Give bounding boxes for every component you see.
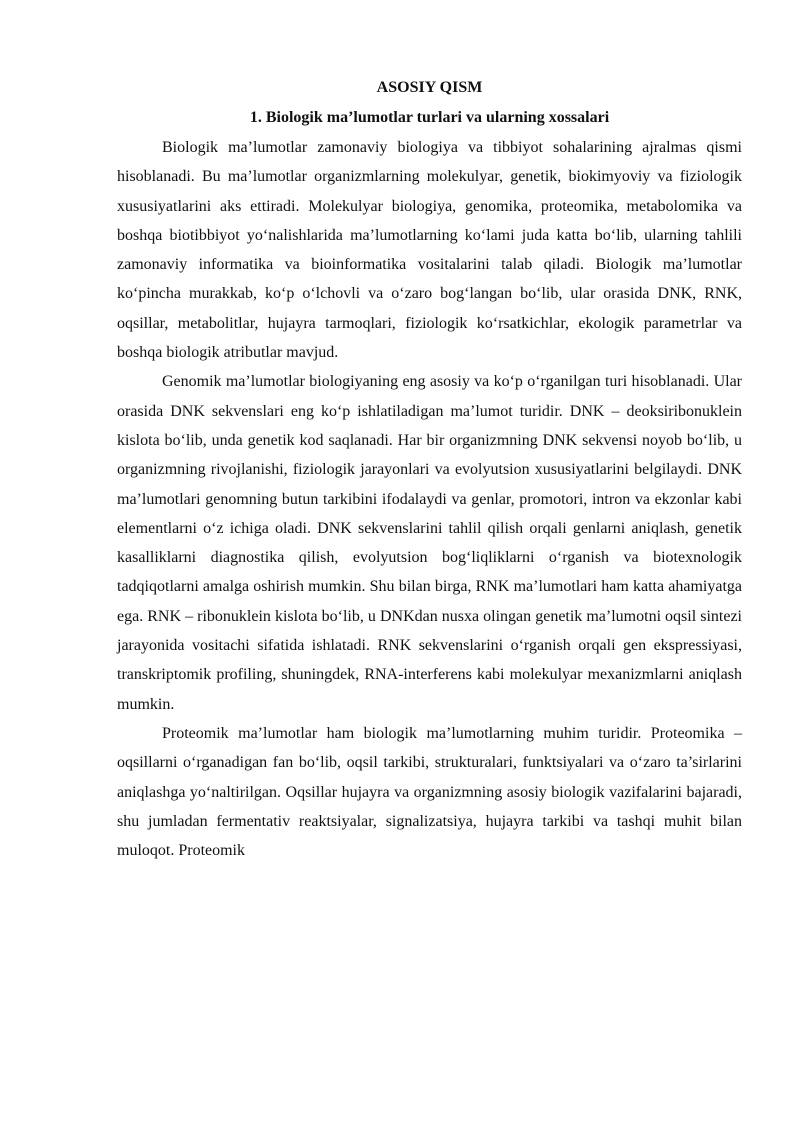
section-title: ASOSIY QISM xyxy=(376,79,483,96)
paragraph-3: Proteomik ma’lumotlar ham biologik ma’lumotlarning muhim turidir. Proteomika – oqsillarni o‘rganadigan fan bo‘lib, oqsil tarkibi, strukturalari, funktsiyalari va o‘zaro ta’sirlarini aniqlashga yo‘naltirilgan. Oqsillar hujayra va organizmning asosiy biologik vazifalarini bajaradi, shu jumladan fermentativ reaktsiyalar, signalizatsiya, hujayra tarkibi va tashqi muhit bilan muloqot. Proteomik xyxy=(117,724,742,860)
subsection-title: 1. Biologik ma’lumotlar turlari va ularning xossalari xyxy=(249,109,610,126)
paragraph-2: Genomik ma’lumotlar biologiyaning eng asosiy va ko‘p o‘rganilgan turi hisoblanadi. Ular orasida DNK sekvenslari eng ko‘p ishlatiladigan ma’lumot turidir. DNK – deoksiribonuklein kislota bo‘lib, unda genetik kod saqlanadi. Har bir organizmning DNK sekvensi noyob bo‘lib, u organizmning rivojlanishi, fiziologik jarayonlari va evolyutsion xususiyatlarini belgilaydi. DNK ma’lumotlari genomning butun tarkibini ifodalaydi va genlar, promotori, intron va ekzonlar kabi elementlarni o‘z ichiga oladi. DNK sekvenslarini tahlil qilish orqali genlarni aniqlash, genetik kasalliklarni diagnostika qilish, evolyutsion bog‘liqliklarni o‘rganish va biotexnologik tadqiqotlarni amalga oshirish mumkin. Shu bilan birga, RNK ma’lumotlari ham katta ahamiyatga ega. RNK – ribonuklein kislota bo‘lib, u DNKdan nusxa olingan genetik ma’lumotni oqsil sintezi jarayonida vositachi sifatida ishlatadi. RNK sekvenslarini o‘rganish orqali gen ekspressiyasi, transkriptomik profiling, shuningdek, RNA-interferens kabi molekulyar mexanizmlarni aniqlash mumkin. xyxy=(117,373,742,713)
page-content xyxy=(117,75,742,865)
paragraph-1: Biologik ma’lumotlar zamonaviy biologiya va tibbiyot sohalarining ajralmas qismi hisoblanadi. Bu ma’lumotlar organizmlarning molekulyar, genetik, biokimyoviy va fiziologik xususiyatlarini aks ettiradi. Molekulyar biologiya, genomika, proteomika, metabolomika va boshqa biotibbiyot yo‘nalishlarida ma’lumotlarning ko‘lami juda katta bo‘lib, ularning tahlili zamonaviy informatika va bioinformatika vositalarini talab qiladi. Biologik ma’lumotlar ko‘pincha murakkab, ko‘p o‘lchovli va o‘zaro bog‘langan bo‘lib, ular orasida DNK, RNK, oqsillar, metabolitlar, hujayra tarmoqlari, fiziologik ko‘rsatkichlar, ekologik parametrlar va boshqa biologik atributlar mavjud. xyxy=(117,139,742,362)
